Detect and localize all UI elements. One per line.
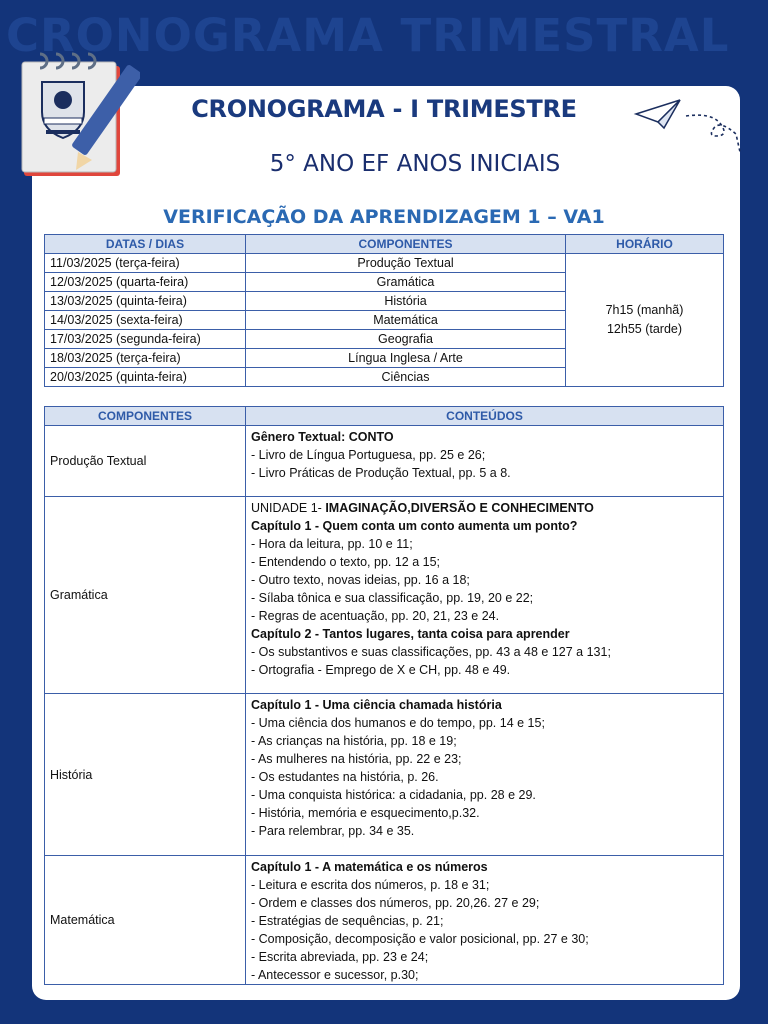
content-item: - As crianças na história, pp. 18 e 19; [251,734,457,748]
component-cell: Geografia [246,330,566,349]
date-cell: 12/03/2025 (quarta-feira) [45,273,246,292]
contents-header-row [45,407,724,426]
time-morning: 7h15 (manhã) [605,303,684,317]
col-header-dates: DATAS / DIAS [45,235,246,254]
content-item: - Ortografia - Emprego de X e CH, pp. 48 e 49. [251,663,511,677]
component-cell: Matemática [246,311,566,330]
component-cell: Língua Inglesa / Arte [246,349,566,368]
content-list [246,497,724,694]
content-item: - Estratégias de sequências, p. 21; [251,914,444,928]
content-heading: Capítulo 1 - Quem conta um conto aumenta um ponto? [251,519,578,533]
component-name: Matemática [45,856,246,985]
contents-table [44,406,724,985]
content-list [246,856,724,985]
col-header-contents: CONTEÚDOS [246,407,724,426]
content-heading: Capítulo 1 - Uma ciência chamada história [251,698,502,712]
component-cell: Produção Textual [246,254,566,273]
unit-title: IMAGINAÇÃO,DIVERSÃO E CONHECIMENTO [325,501,594,515]
content-item: - Outro texto, novas ideias, pp. 16 a 18; [251,573,470,587]
table-row [45,497,724,694]
col-header-time: HORÁRIO [566,235,724,254]
content-item: - Entendendo o texto, pp. 12 a 15; [251,555,441,569]
component-cell: Gramática [246,273,566,292]
page-title: CRONOGRAMA - I TRIMESTRE [191,95,577,123]
grade-subtitle: 5° ANO EF ANOS INICIAIS [269,151,561,177]
component-cell: História [246,292,566,311]
content-item: - Escrita abreviada, pp. 23 e 24; [251,950,429,964]
content-item: - Para relembrar, pp. 34 e 35. [251,824,415,838]
date-cell: 11/03/2025 (terça-feira) [45,254,246,273]
content-item: - Uma ciência dos humanos e do tempo, pp. 14 e 15; [251,716,545,730]
component-name: Produção Textual [45,426,246,497]
content-item: - As mulheres na história, pp. 22 e 23; [251,752,462,766]
content-heading: Capítulo 2 - Tantos lugares, tanta coisa para aprender [251,627,570,641]
unit-prefix: UNIDADE 1- [251,501,326,515]
content-list [246,426,724,497]
component-name: História [45,694,246,856]
date-cell: 20/03/2025 (quinta-feira) [45,368,246,387]
content-heading: Capítulo 1 - A matemática e os números [251,860,488,874]
date-cell: 17/03/2025 (segunda-feira) [45,330,246,349]
col-header-components: COMPONENTES [45,407,246,426]
content-item: - Regras de acentuação, pp. 20, 21, 23 e 24. [251,609,500,623]
content-item: - Ordem e classes dos números, pp. 20,26. 27 e 29; [251,896,540,910]
content-item: - Os substantivos e suas classificações, pp. 43 a 48 e 127 a 131; [251,645,611,659]
table-row [45,694,724,856]
content-item: - Sílaba tônica e sua classificação, pp. 19, 20 e 22; [251,591,534,605]
table-row [45,254,724,273]
content-item: - Livro de Língua Portuguesa, pp. 25 e 26; [251,448,486,462]
content-item: - Composição, decomposição e valor posicional, pp. 27 e 30; [251,932,589,946]
content-item: - Os estudantes na história, p. 26. [251,770,439,784]
section-title: VERIFICAÇÃO DA APRENDIZAGEM 1 – VA1 [163,206,605,228]
table-row [45,426,724,497]
date-cell: 13/03/2025 (quinta-feira) [45,292,246,311]
unit-heading [251,499,718,517]
time-afternoon: 12h55 (tarde) [606,322,683,336]
content-item: - História, memória e esquecimento,p.32. [251,806,480,820]
time-cell [566,254,724,387]
content-item: - Leitura e escrita dos números, p. 18 e 31; [251,878,490,892]
date-cell: 14/03/2025 (sexta-feira) [45,311,246,330]
schedule-header-row [45,235,724,254]
schedule-table [44,234,724,387]
content-heading: Gênero Textual: CONTO [251,430,394,444]
date-cell: 18/03/2025 (terça-feira) [45,349,246,368]
content-item: - Hora da leitura, pp. 10 e 11; [251,537,413,551]
component-name: Gramática [45,497,246,694]
content-list [246,694,724,856]
col-header-components: COMPONENTES [246,235,566,254]
content-item: - Antecessor e sucessor, p.30; [251,968,419,982]
table-row [45,856,724,985]
component-cell: Ciências [246,368,566,387]
content-item: - Uma conquista histórica: a cidadania, pp. 28 e 29. [251,788,536,802]
background-title: CRONOGRAMA TRIMESTRAL [6,9,730,62]
content-item: - Livro Práticas de Produção Textual, pp. 5 a 8. [251,466,511,480]
